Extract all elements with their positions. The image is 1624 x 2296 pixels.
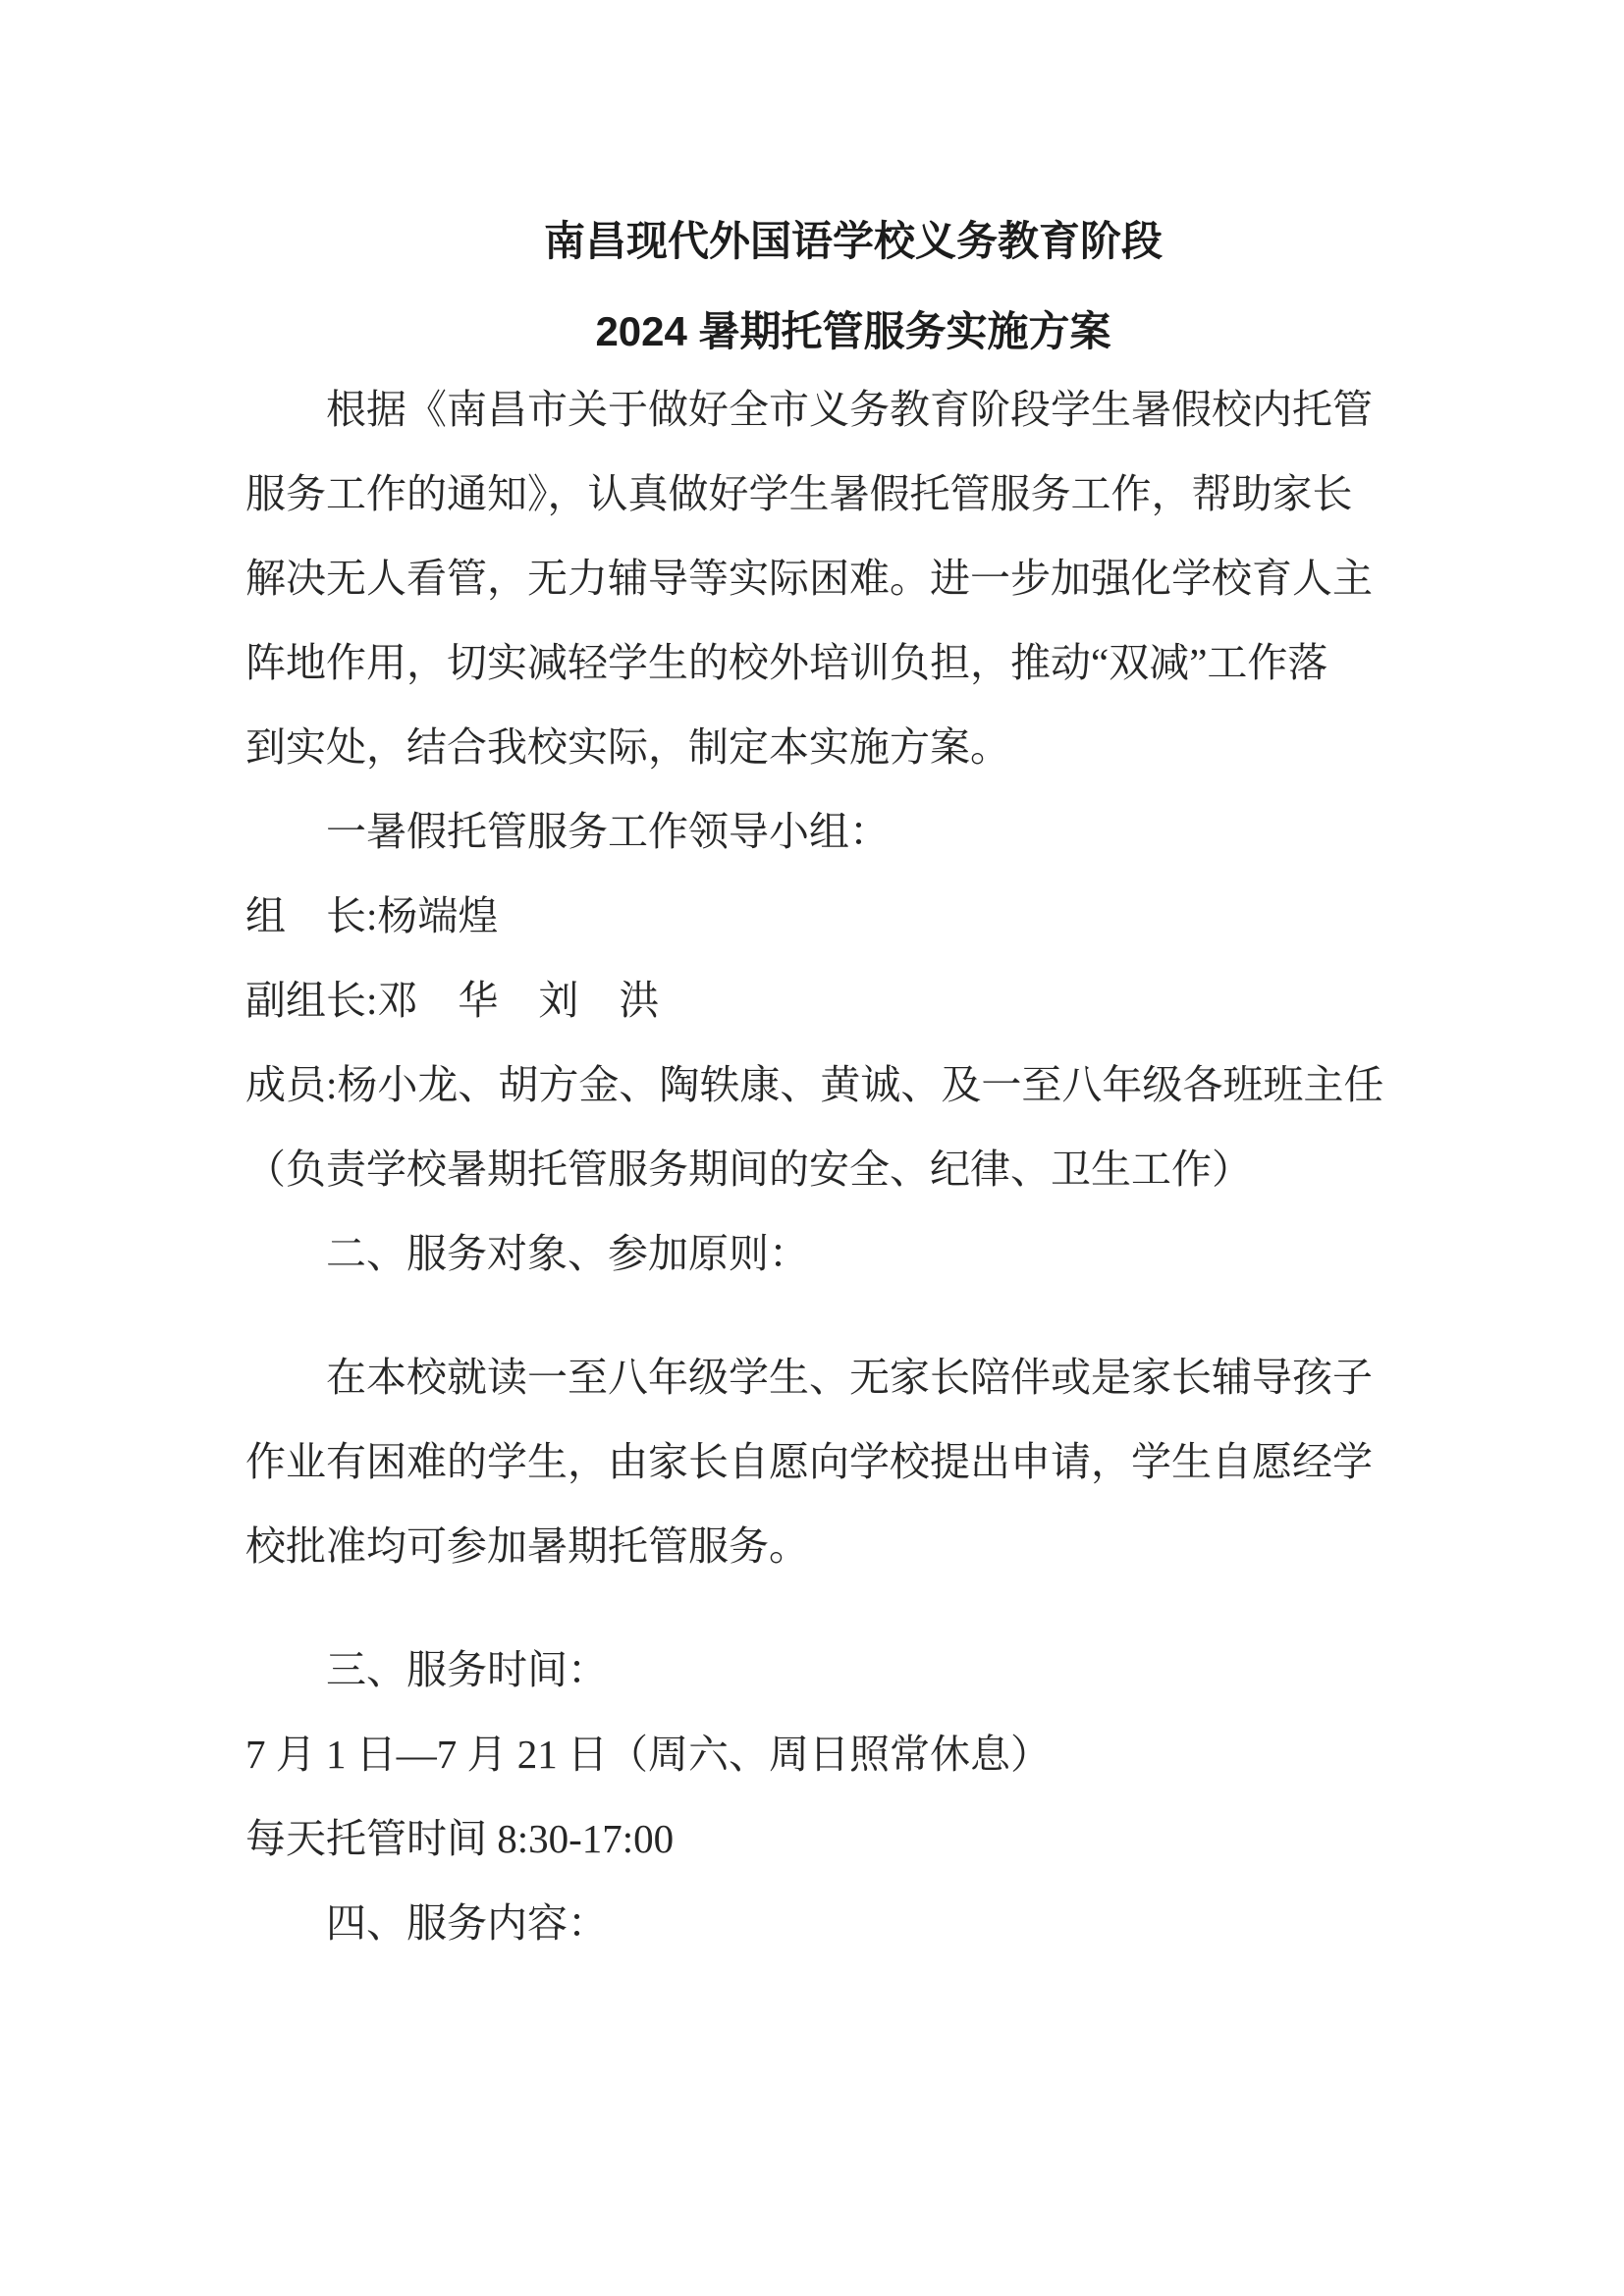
document-line: 成员:杨小龙、胡方金、陶轶康、黄诚、及一至八年级各班班主任 bbox=[245, 1062, 1384, 1107]
document-line: 四、服务内容： bbox=[326, 1900, 608, 1946]
document-line: 阵地作用，切实减轻学生的校外培训负担，推动“双减”工作落 bbox=[245, 640, 1328, 685]
document-line: 组 长:杨端煌 bbox=[245, 893, 499, 938]
document-line: 7 月 1 日—7 月 21 日（周六、周日照常休息） bbox=[245, 1732, 1051, 1777]
document-content bbox=[245, 196, 1384, 1965]
document-line: 每天托管时间 8:30-17:00 bbox=[245, 1816, 675, 1861]
document-body bbox=[245, 367, 1384, 1965]
document-line: 根据《南昌市关于做好全市义务教育阶段学生暑假校内托管 bbox=[326, 387, 1373, 432]
document-line: 一暑假托管服务工作领导小组： bbox=[326, 809, 890, 854]
document-line: 校批准均可参加暑期托管服务。 bbox=[245, 1523, 809, 1569]
document-line: 在本校就读一至八年级学生、无家长陪伴或是家长辅导孩子 bbox=[326, 1355, 1373, 1400]
document-line: 二、服务对象、参加原则： bbox=[326, 1231, 809, 1276]
document-line: 作业有困难的学生，由家长自愿向学校提出申请，学生自愿经学 bbox=[245, 1439, 1373, 1484]
document-line: 服务工作的通知》，认真做好学生暑假托管服务工作，帮助家长 bbox=[245, 471, 1353, 516]
document-line: （负责学校暑期托管服务期间的安全、纪律、卫生工作） bbox=[245, 1147, 1252, 1192]
document-title-line-2: 2024 暑期托管服务实施方案 bbox=[595, 308, 1111, 354]
document-line: 三、服务时间： bbox=[326, 1647, 608, 1692]
document-line: 副组长:邓 华 刘 洪 bbox=[245, 978, 660, 1023]
document-title-line-1: 南昌现代外国语学校义务教育阶段 bbox=[543, 218, 1163, 264]
document-line: 到实处，结合我校实际，制定本实施方案。 bbox=[245, 724, 1010, 770]
document-line: 解决无人看管，无力辅导等实际困难。进一步加强化学校育人主 bbox=[245, 556, 1373, 601]
